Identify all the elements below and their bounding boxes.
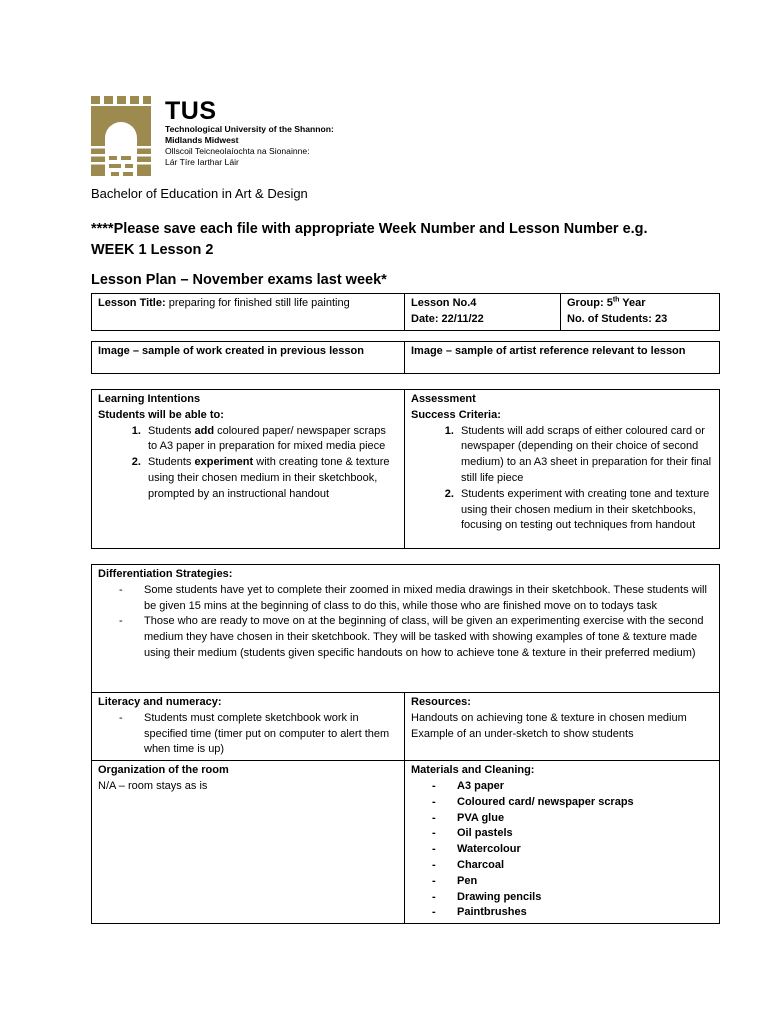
literacy-numeracy-cell	[92, 693, 405, 761]
resources-cell	[405, 693, 720, 761]
images-table	[91, 341, 720, 374]
literacy-numeracy-list	[98, 711, 398, 758]
lesson-number-cell	[405, 294, 561, 331]
resources-line-1: Handouts on achieving tone & texture in chosen medium	[411, 711, 687, 724]
list-item: - Pen	[457, 874, 713, 890]
materials-list	[411, 779, 713, 921]
list-item: 2. Students experiment with creating tone and texture using their chosen medium in their sketchbooks, focusing on testing out techniques from handout	[457, 487, 713, 534]
list-item: - Some students have yet to complete their zoomed in mixed media drawings in their sketchbook. These students will be given 15 mins at the beginning of class to do this, while those who are finished move on to todays task	[144, 583, 713, 615]
lesson-title-cell	[92, 294, 405, 331]
literacy-numeracy-heading: Literacy and numeracy:	[98, 696, 222, 708]
brand-line-3: Ollscoil Teicneolaíochta na Sionainne:	[165, 146, 310, 156]
list-item: - Those who are ready to move on at the beginning of class, will be given an experimenting exercise with the second medium they have chosen in their sketchbook. They will be tasked with showing examples of tone & texture made using their medium (students given specific handouts on how to achieve tone & texture in their preferred medium)	[144, 614, 713, 661]
list-item: - Coloured card/ newspaper scraps	[457, 795, 713, 811]
list-item: - Charcoal	[457, 858, 713, 874]
resources-heading: Resources:	[411, 696, 471, 708]
lesson-date: Date: 22/11/22	[411, 312, 484, 325]
student-count: No. of Students: 23	[567, 312, 668, 325]
brand-line-4: Lár Tíre Iarthar Láir	[165, 157, 239, 167]
group-cell	[561, 294, 720, 331]
save-notice-line-2: WEEK 1 Lesson 2	[91, 242, 214, 258]
list-item: - Watercolour	[457, 842, 713, 858]
group-label: Group: 5th Year	[567, 296, 646, 309]
lesson-title-label: Lesson Title:	[98, 297, 166, 309]
learning-intentions-subheading: Students will be able to:	[98, 408, 224, 421]
list-item: 1. Students add coloured paper/ newspaper scraps to A3 paper in preparation for mixed media piece	[144, 424, 398, 456]
differentiation-list	[98, 583, 713, 662]
assessment-heading: Assessment	[411, 393, 476, 405]
materials-cell	[405, 761, 720, 924]
list-item: - Oil pastels	[457, 826, 713, 842]
lesson-plan-title: Lesson Plan – November exams last week*	[91, 272, 387, 288]
list-item: - A3 paper	[457, 779, 713, 795]
lesson-title-value: preparing for finished still life painting	[165, 297, 350, 309]
previous-work-image-cell: Image – sample of work created in previous lesson	[92, 342, 405, 374]
success-criteria-heading: Success Criteria:	[411, 408, 501, 421]
list-item: - Paintbrushes	[457, 905, 713, 921]
differentiation-heading: Differentiation Strategies:	[98, 568, 233, 580]
brand-block	[165, 98, 334, 168]
list-item: - PVA glue	[457, 811, 713, 827]
save-notice-line-1: ****Please save each file with appropriate Week Number and Lesson Number e.g.	[91, 221, 648, 237]
list-item: - Drawing pencils	[457, 890, 713, 906]
tus-logo-icon	[91, 96, 151, 176]
strategies-table	[91, 564, 720, 924]
program-title: Bachelor of Education in Art & Design	[91, 186, 308, 201]
learning-intentions-cell	[92, 390, 405, 549]
materials-heading: Materials and Cleaning:	[411, 764, 535, 777]
assessment-cell	[405, 390, 720, 549]
room-organization-cell	[92, 761, 405, 924]
lesson-info-table	[91, 293, 720, 331]
room-organization-heading: Organization of the room	[98, 764, 229, 777]
list-item: 2. Students experiment with creating tone & texture using their chosen medium in their sketchbook, prompted by an instructional handout	[144, 455, 398, 502]
learning-intentions-list	[98, 424, 398, 503]
list-item: 1. Students will add scraps of either coloured card or newspaper (depending on their choice of second medium) to an A3 sheet in preparation for their final still life piece	[457, 424, 713, 487]
brand-line-2: Midlands Midwest	[165, 135, 239, 145]
save-notice	[91, 219, 691, 261]
differentiation-cell	[92, 565, 720, 693]
room-organization-text: N/A – room stays as is	[98, 779, 208, 792]
brand-name: TUS	[165, 97, 217, 125]
learning-intentions-heading: Learning Intentions	[98, 393, 201, 405]
brand-line-1: Technological University of the Shannon:	[165, 124, 334, 134]
lesson-number: Lesson No.4	[411, 297, 477, 309]
list-item: - Students must complete sketchbook work in specified time (timer put on computer to alert them when time is up)	[144, 711, 398, 758]
success-criteria-list	[411, 424, 713, 535]
artist-reference-image-cell: Image – sample of artist reference relevant to lesson	[405, 342, 720, 374]
resources-line-2: Example of an under-sketch to show students	[411, 727, 634, 740]
learning-assessment-table	[91, 389, 720, 549]
